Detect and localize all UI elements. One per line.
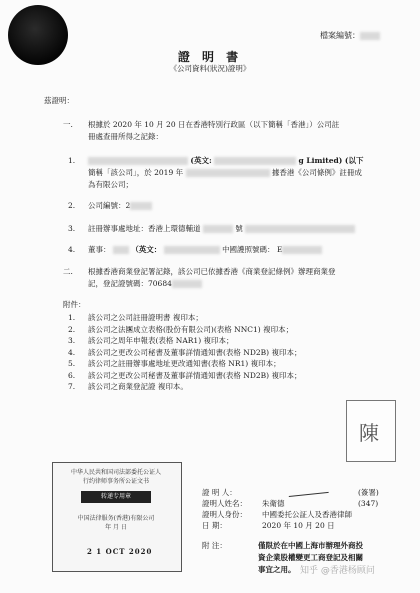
attachment-number: 4. bbox=[68, 347, 76, 357]
stamp-black-label: 转递专用章 bbox=[81, 491, 151, 503]
redacted-address-part bbox=[203, 225, 233, 233]
redacted-address-rest bbox=[245, 225, 355, 233]
item1-number: 1. bbox=[68, 156, 76, 165]
section2-line1: 根據香港商業登記署記錄，該公司已依據香港《商業登記條例》辦理商業登 bbox=[88, 267, 336, 276]
document-title: 證 明 書 bbox=[177, 50, 243, 64]
stamp-line1: 中华人民共和国司法部委托公证人 bbox=[70, 469, 161, 476]
attachment-number: 3. bbox=[68, 336, 76, 345]
note-line3: 事宜之用。 bbox=[258, 565, 296, 574]
signature-label: 證 明 人： bbox=[202, 488, 237, 497]
attachment-number: 6. bbox=[68, 370, 76, 380]
note-label: 附 注： bbox=[202, 541, 227, 550]
item1-line1: (英文: g Limited) (以下 bbox=[88, 155, 363, 167]
redacted-passport bbox=[282, 246, 322, 254]
lawyer-seal: 陳 bbox=[346, 400, 396, 462]
signature-tail: (簽署) bbox=[358, 488, 379, 497]
redacted-director-english bbox=[164, 246, 220, 254]
item3-number: 3. bbox=[68, 224, 76, 233]
item3-line: 註冊辦事處地址：香港上環德輔道 號 bbox=[88, 223, 355, 235]
attachment-item: 該公司之法團成立表格(股份有限公司)(表格 NNC1) 複印本； bbox=[88, 324, 294, 334]
signature-value: 中國委托公証人及香港律師 bbox=[262, 510, 352, 519]
signature-value: 2020 年 10 月 20 日 bbox=[262, 521, 335, 530]
attachment-number: 7. bbox=[68, 382, 76, 391]
notary-transfer-stamp bbox=[52, 462, 182, 572]
redacted-company-name bbox=[88, 157, 188, 165]
item1-line2: 簡稱「該公司」，於 2019 年 據香港《公司條例》註冊成 bbox=[88, 168, 362, 177]
section1-line2: 冊處查冊所得之記錄： bbox=[88, 132, 163, 141]
signature-scribble bbox=[287, 478, 328, 497]
section1-number: 一. bbox=[63, 120, 73, 129]
attachment-number: 5. bbox=[68, 359, 76, 368]
note-line2: 資企業股權變更工商登記及相關 bbox=[258, 553, 363, 562]
redacted-english-name bbox=[214, 157, 296, 165]
signature-label: 證明人身份： bbox=[202, 510, 247, 519]
attachment-item: 該公司之公司註冊證明書 複印本； bbox=[88, 313, 203, 322]
item2-number: 2. bbox=[68, 201, 76, 210]
section2-number: 二. bbox=[63, 267, 73, 276]
attachment-number: 1. bbox=[68, 313, 76, 322]
attachments-label: 附件： bbox=[63, 300, 86, 309]
item4-line: 董事： （英文： 中國護照號碼： E bbox=[88, 244, 322, 256]
note-line1: 僅限於在中國上海市辦理外商投 bbox=[258, 541, 363, 550]
document-subtitle: 《公司資料(狀況)證明》 bbox=[169, 64, 251, 73]
signature-value: 朱衛德 bbox=[262, 499, 285, 508]
item4-number: 4. bbox=[68, 245, 76, 254]
item2-line: 公司編號：2 bbox=[88, 200, 152, 212]
item1-line3: 為有限公司； bbox=[88, 180, 133, 189]
redacted-file-number bbox=[360, 32, 380, 40]
salutation: 茲證明： bbox=[44, 96, 74, 105]
attachment-item: 該公司之更改公司秘書及董事詳情通知書(表格 ND2B) 複印本； bbox=[88, 347, 302, 357]
attachment-number: 2. bbox=[68, 324, 76, 334]
signature-label: 日 期： bbox=[202, 521, 227, 530]
redacted-company-number bbox=[130, 202, 152, 210]
section2-line2: 記，登記證號碼：70684 bbox=[88, 278, 202, 290]
attachment-item: 該公司之商業登記證 複印本。 bbox=[88, 382, 188, 391]
zhihu-watermark: 知乎 @香港杨顾问 bbox=[300, 566, 375, 576]
stamp-line3: 中国法律服务(香港)有限公司 bbox=[77, 515, 155, 522]
signature-tail: (347) bbox=[358, 499, 379, 508]
signature-label: 證明人姓名： bbox=[202, 499, 247, 508]
attachment-item: 該公司之更改公司秘書及董事詳情通知書(表格 ND2B) 複印本； bbox=[88, 370, 302, 380]
stamp-line4: 年 月 日 bbox=[105, 523, 127, 531]
attachment-item: 該公司之註冊辦事處地址更改通知書(表格 NR1) 複印本； bbox=[88, 359, 281, 368]
stamp-line2: 行约律师事务所公证文书 bbox=[82, 477, 149, 485]
redacted-date bbox=[186, 169, 270, 177]
redacted-director-name bbox=[113, 246, 129, 254]
file-number: 檔案編號： bbox=[320, 30, 380, 41]
section1-line1: 根據於 2020 年 10 月 20 日在香港特別行政區（以下簡稱「香港」）公司註 bbox=[88, 120, 340, 129]
redacted-br-number bbox=[172, 280, 202, 288]
stamp-date: 2 1 OCT 2020 bbox=[87, 547, 153, 556]
attachment-item: 該公司之周年申報表(表格 NAR1) 複印本； bbox=[88, 336, 234, 345]
